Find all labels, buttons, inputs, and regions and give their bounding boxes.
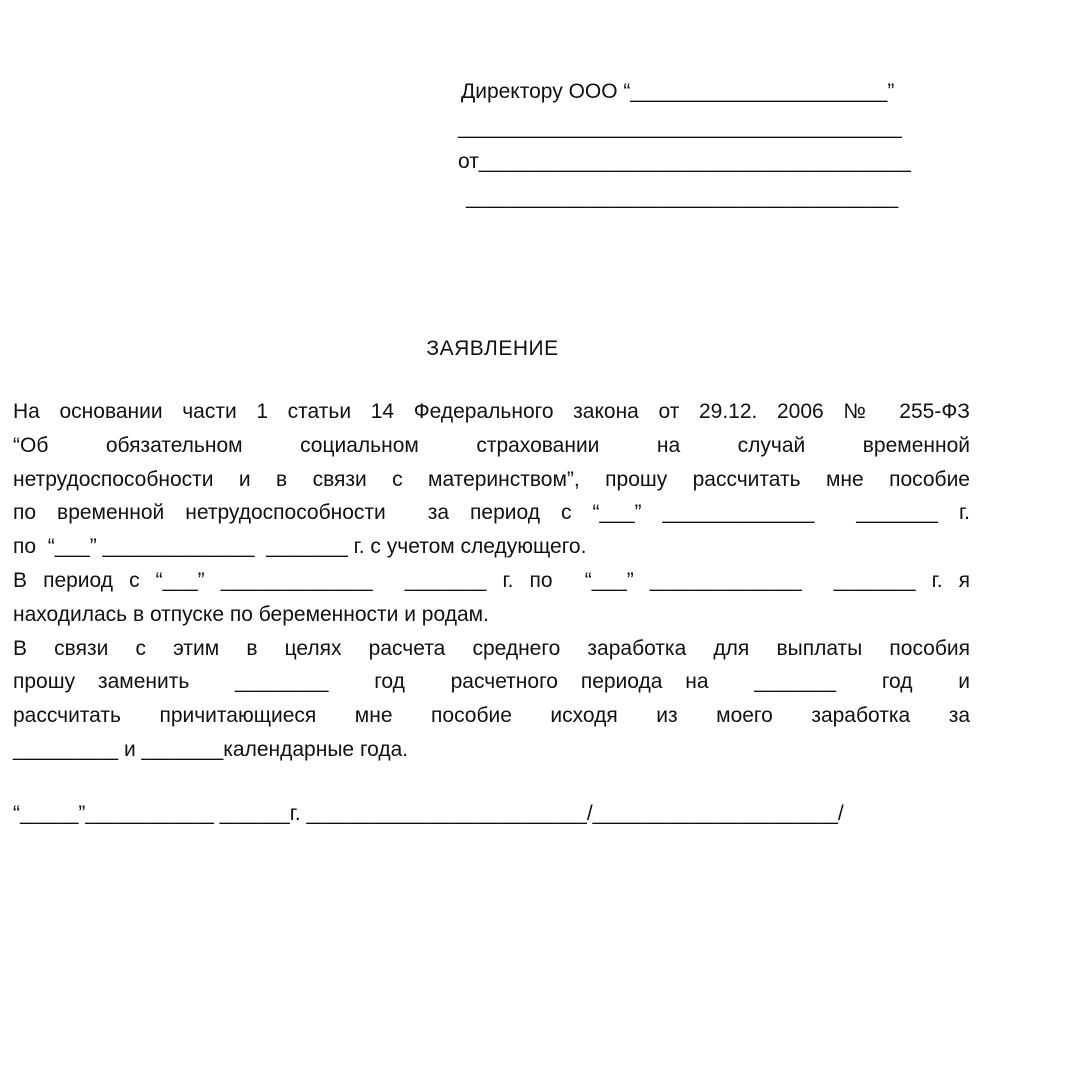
date-signature-line: “_____”___________ ______г. ________________________/_____________________/: [13, 802, 844, 825]
body-line-2: “Об обязательном социальном страховании на случай временной: [13, 433, 970, 457]
body-line-10: рассчитать причитающиеся мне пособие исходя из моего заработка за: [13, 704, 970, 728]
application-body: [13, 397, 970, 769]
sender-blank-line: _____________________________________: [466, 186, 899, 209]
sender-from-line: от_____________________________________: [458, 150, 911, 173]
body-line-3: нетрудоспособности и в связи с материнством”, прошу рассчитать мне пособие: [13, 467, 970, 491]
body-line-6: В период с “___” _____________ _______ г. по “___” _____________ _______ г. я: [13, 568, 970, 592]
body-line-8: В связи с этим в целях расчета среднего заработка для выплаты пособия: [13, 636, 970, 660]
document-title: ЗАЯВЛЕНИЕ: [426, 337, 559, 360]
body-line-1: На основании части 1 статьи 14 Федерального закона от 29.12. 2006 № 255-ФЗ: [13, 400, 970, 423]
body-line-9: прошу заменить ________ год расчетного периода на _______ год и: [13, 670, 970, 694]
body-line-11: _________ и _______календарные года.: [13, 737, 409, 761]
addressee-blank-line: ______________________________________: [458, 116, 902, 139]
addressee-director: Директору ООО “______________________”: [461, 80, 895, 103]
body-line-4: по временной нетрудоспособности за период с “___” _____________ _______ г.: [13, 501, 970, 525]
body-line-5: по “___” _____________ _______ г. с учетом следующего.: [13, 535, 587, 559]
body-line-7: находилась в отпуске по беременности и родам.: [13, 602, 489, 626]
